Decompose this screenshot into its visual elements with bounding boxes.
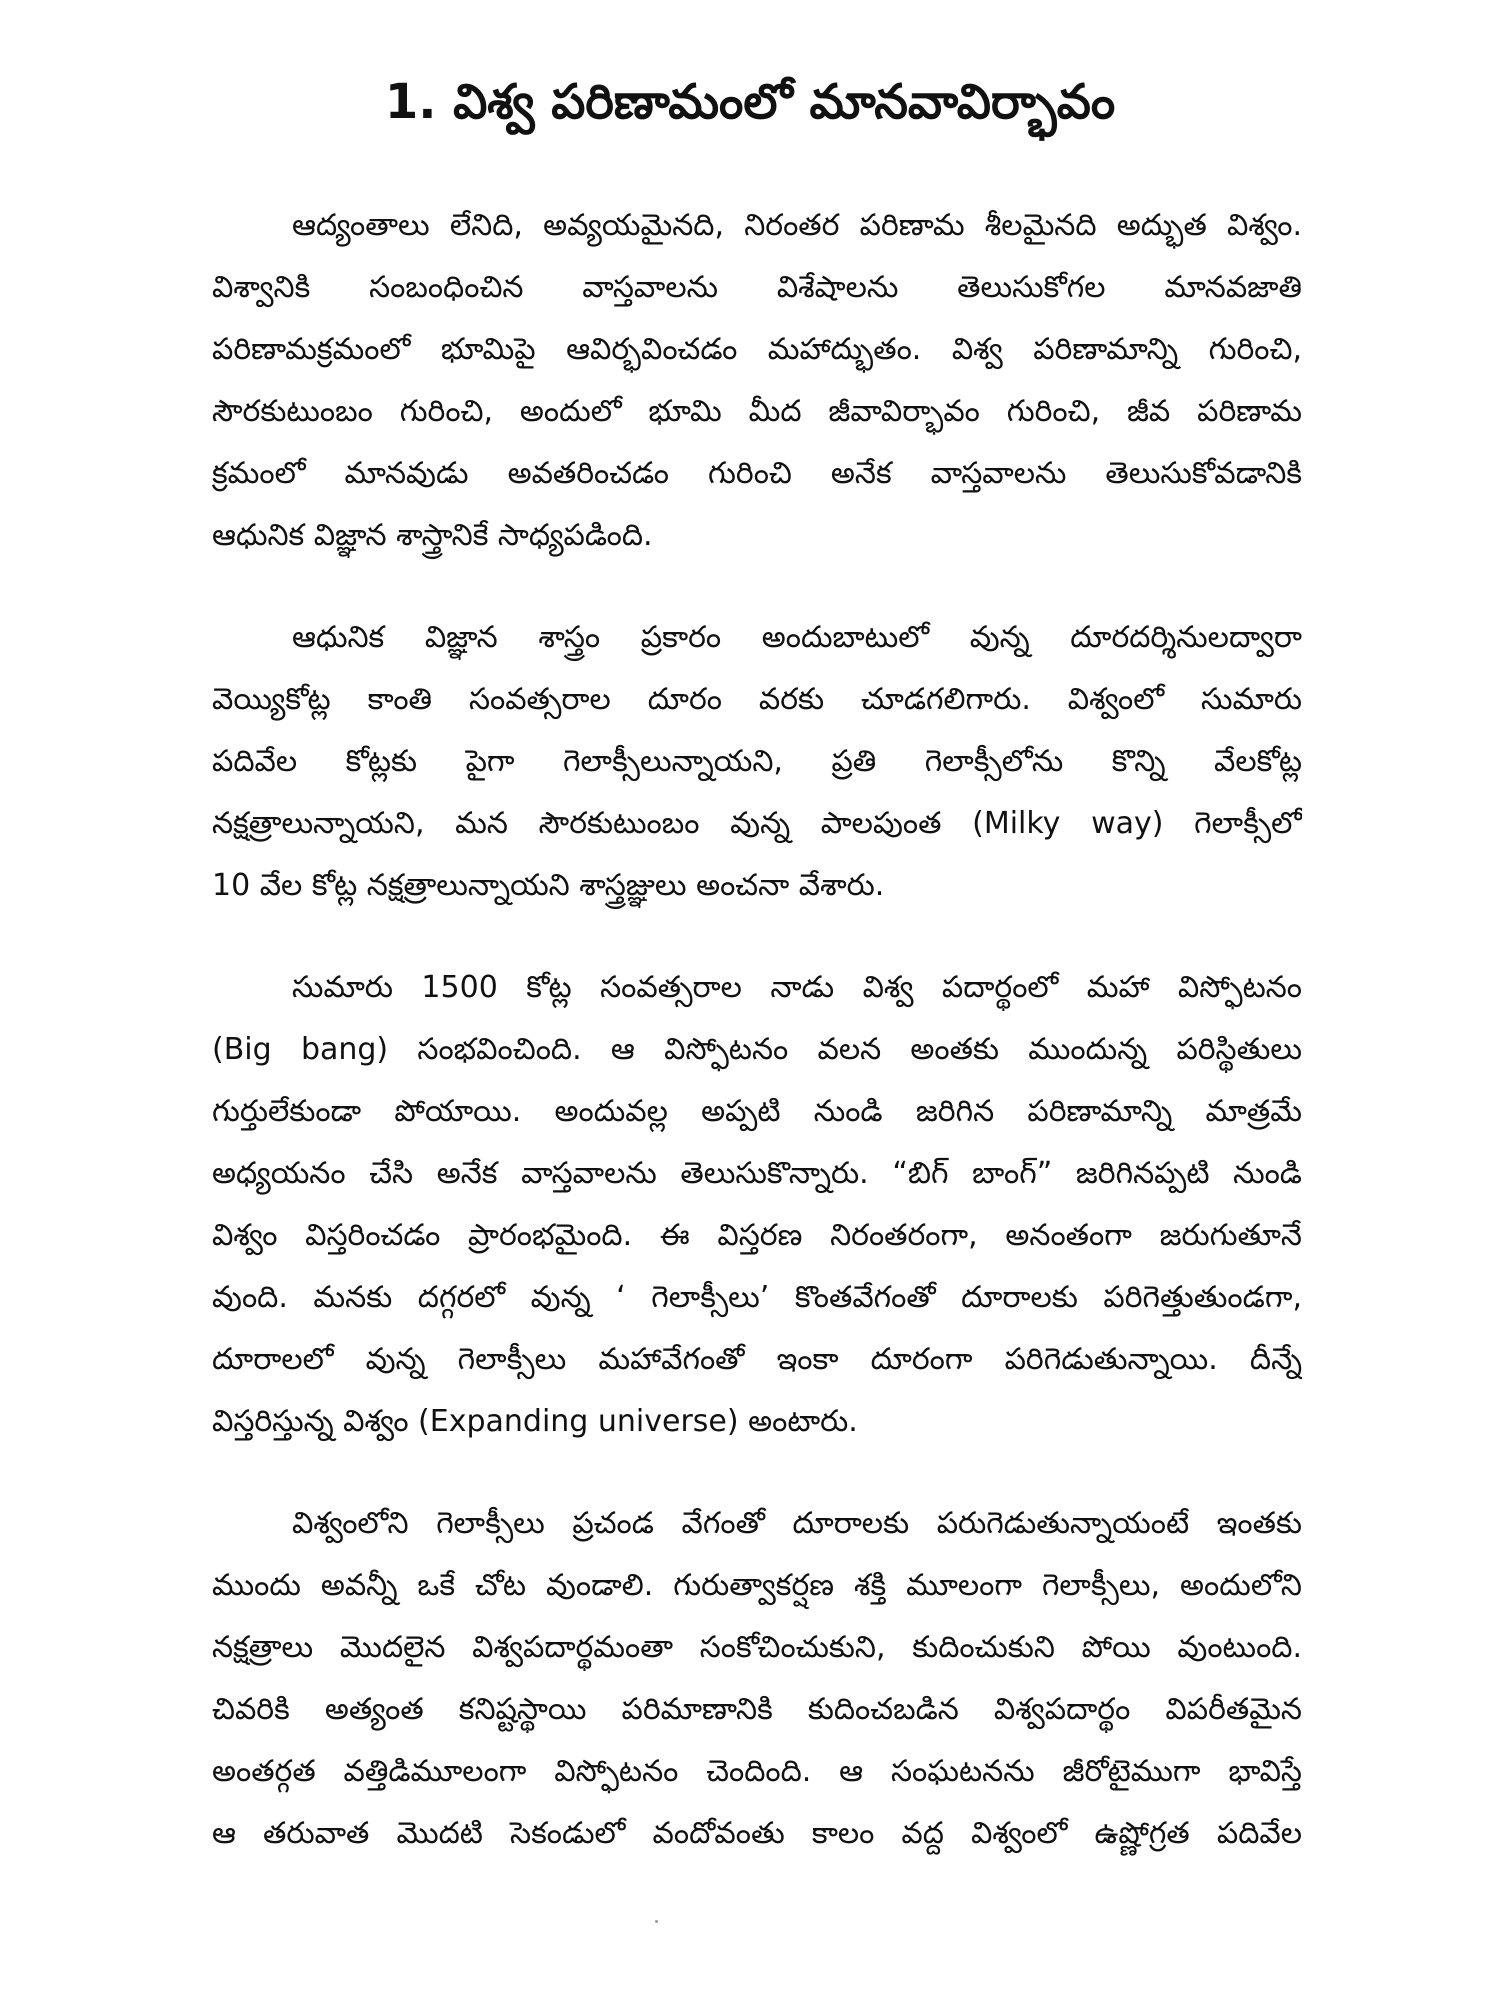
paragraph-2-line-5: 10 వేల కోట్ల నక్షత్రాలున్నాయని శాస్త్రజ్ఞులు అంచనా వేశారు.: [212, 868, 885, 903]
paragraph-3-line-3: గుర్తులేకుండా పోయాయి. అందువల్ల అప్పటి నుండి జరిగిన పరిణామాన్ని మాత్రమే: [212, 1094, 1302, 1129]
paragraph-2-line-3: పదివేల కోట్లకు పైగా గెలాక్సీలున్నాయని, ప్రతి గెలాక్సీలోను కొన్ని వేలకోట్ల: [212, 744, 1302, 779]
scan-speck: [655, 1920, 658, 1923]
paragraph-3-line-2: (Big bang) సంభవించింది. ఆ విస్ఫోటనం వలన అంతకు ముందున్న పరిస్థితులు: [212, 1032, 1302, 1067]
paragraph-4-line-2: ముందు అవన్నీ ఒకే చోట వుండాలి. గురుత్వాకర్షణ శక్తి మూలంగా గెలాక్సీలు, అందులోని: [212, 1568, 1302, 1603]
paragraph-4-line-4: చివరికి అత్యంత కనిష్టస్థాయి పరిమాణానికి కుదించబడిన విశ్వపదార్థం విపరీతమైన: [212, 1692, 1302, 1727]
paragraph-3-line-5: విశ్వం విస్తరించడం ప్రారంభమైంది. ఈ విస్తరణ నిరంతరంగా, అనంతంగా జరుగుతూనే: [212, 1218, 1302, 1253]
paragraph-1-line-2: విశ్వానికి సంబంధించిన వాస్తవాలను విశేషాలను తెలుసుకోగల మానవజాతి: [212, 270, 1302, 305]
paragraph-3-line-7: దూరాలలో వున్న గెలాక్సీలు మహావేగంతో ఇంకా దూరంగా పరిగెడుతున్నాయి. దీన్నే: [212, 1342, 1302, 1377]
paragraph-2-line-1: ఆధునిక విజ్ఞాన శాస్త్రం ప్రకారం అందుబాటులో వున్న దూరదర్శినులద్వారా: [292, 620, 1302, 655]
paragraph-4-line-3: నక్షత్రాలు మొదలైన విశ్వపదార్థమంతా సంకోచించుకుని, కుదించుకుని పోయి వుంటుంది.: [212, 1630, 1302, 1665]
paragraph-1-line-3: పరిణామక్రమంలో భూమిపై ఆవిర్భవించడం మహాద్భుతం. విశ్వ పరిణామాన్ని గురించి,: [212, 332, 1302, 367]
paragraph-3-line-4: అధ్యయనం చేసి అనేక వాస్తవాలను తెలుసుకొన్నారు. “బిగ్ బాంగ్” జరిగినప్పటి నుండి: [212, 1156, 1302, 1191]
paragraph-1-line-1: ఆద్యంతాలు లేనిది, అవ్యయమైనది, నిరంతర పరిణామ శీలమైనది అద్భుత విశ్వం.: [292, 208, 1302, 243]
paragraph-2-line-4: నక్షత్రాలున్నాయని, మన సౌరకుటుంబం వున్న పాలపుంత (Milky way) గెలాక్సీలో: [212, 806, 1302, 841]
chapter-title: 1. విశ్వ పరిణామంలో మానవావిర్భావం: [384, 74, 1116, 130]
paragraph-1-line-6: ఆధునిక విజ్ఞాన శాస్త్రానికే సాధ్యపడింది.: [212, 518, 653, 553]
paragraph-4-line-6: ఆ తరువాత మొదటి సెకండులో వందోవంతు కాలం వద్ద విశ్వంలో ఉష్ణోగ్రత పదివేల: [212, 1816, 1302, 1851]
paragraph-2-line-2: వెయ్యికోట్ల కాంతి సంవత్సరాల దూరం వరకు చూడగలిగారు. విశ్వంలో సుమారు: [212, 682, 1302, 717]
paragraph-1-line-5: క్రమంలో మానవుడు అవతరించడం గురించి అనేక వాస్తవాలను తెలుసుకోవడానికి: [212, 456, 1302, 491]
paragraph-4-line-5: అంతర్గత వత్తిడిమూలంగా విస్ఫోటనం చెందింది. ఆ సంఘటనను జీరోటైముగా భావిస్తే: [212, 1754, 1302, 1789]
paragraph-3-line-6: వుంది. మనకు దగ్గరలో వున్న ‘ గెలాక్సీలు’ కొంతవేగంతో దూరాలకు పరిగెత్తుతుండగా,: [212, 1280, 1302, 1315]
paragraph-1-line-4: సౌరకుటుంబం గురించి, అందులో భూమి మీద జీవావిర్భావం గురించి, జీవ పరిణామ: [212, 394, 1302, 429]
paragraph-3-line-1: సుమారు 1500 కోట్ల సంవత్సరాల నాడు విశ్వ పదార్థంలో మహా విస్ఫోటనం: [292, 970, 1302, 1005]
paragraph-3-line-8: విస్తరిస్తున్న విశ్వం (Expanding universe) అంటారు.: [212, 1404, 858, 1439]
paragraph-4-line-1: విశ్వంలోని గెలాక్సీలు ప్రచండ వేగంతో దూరాలకు పరుగెడుతున్నాయంటే ఇంతకు: [292, 1506, 1302, 1541]
